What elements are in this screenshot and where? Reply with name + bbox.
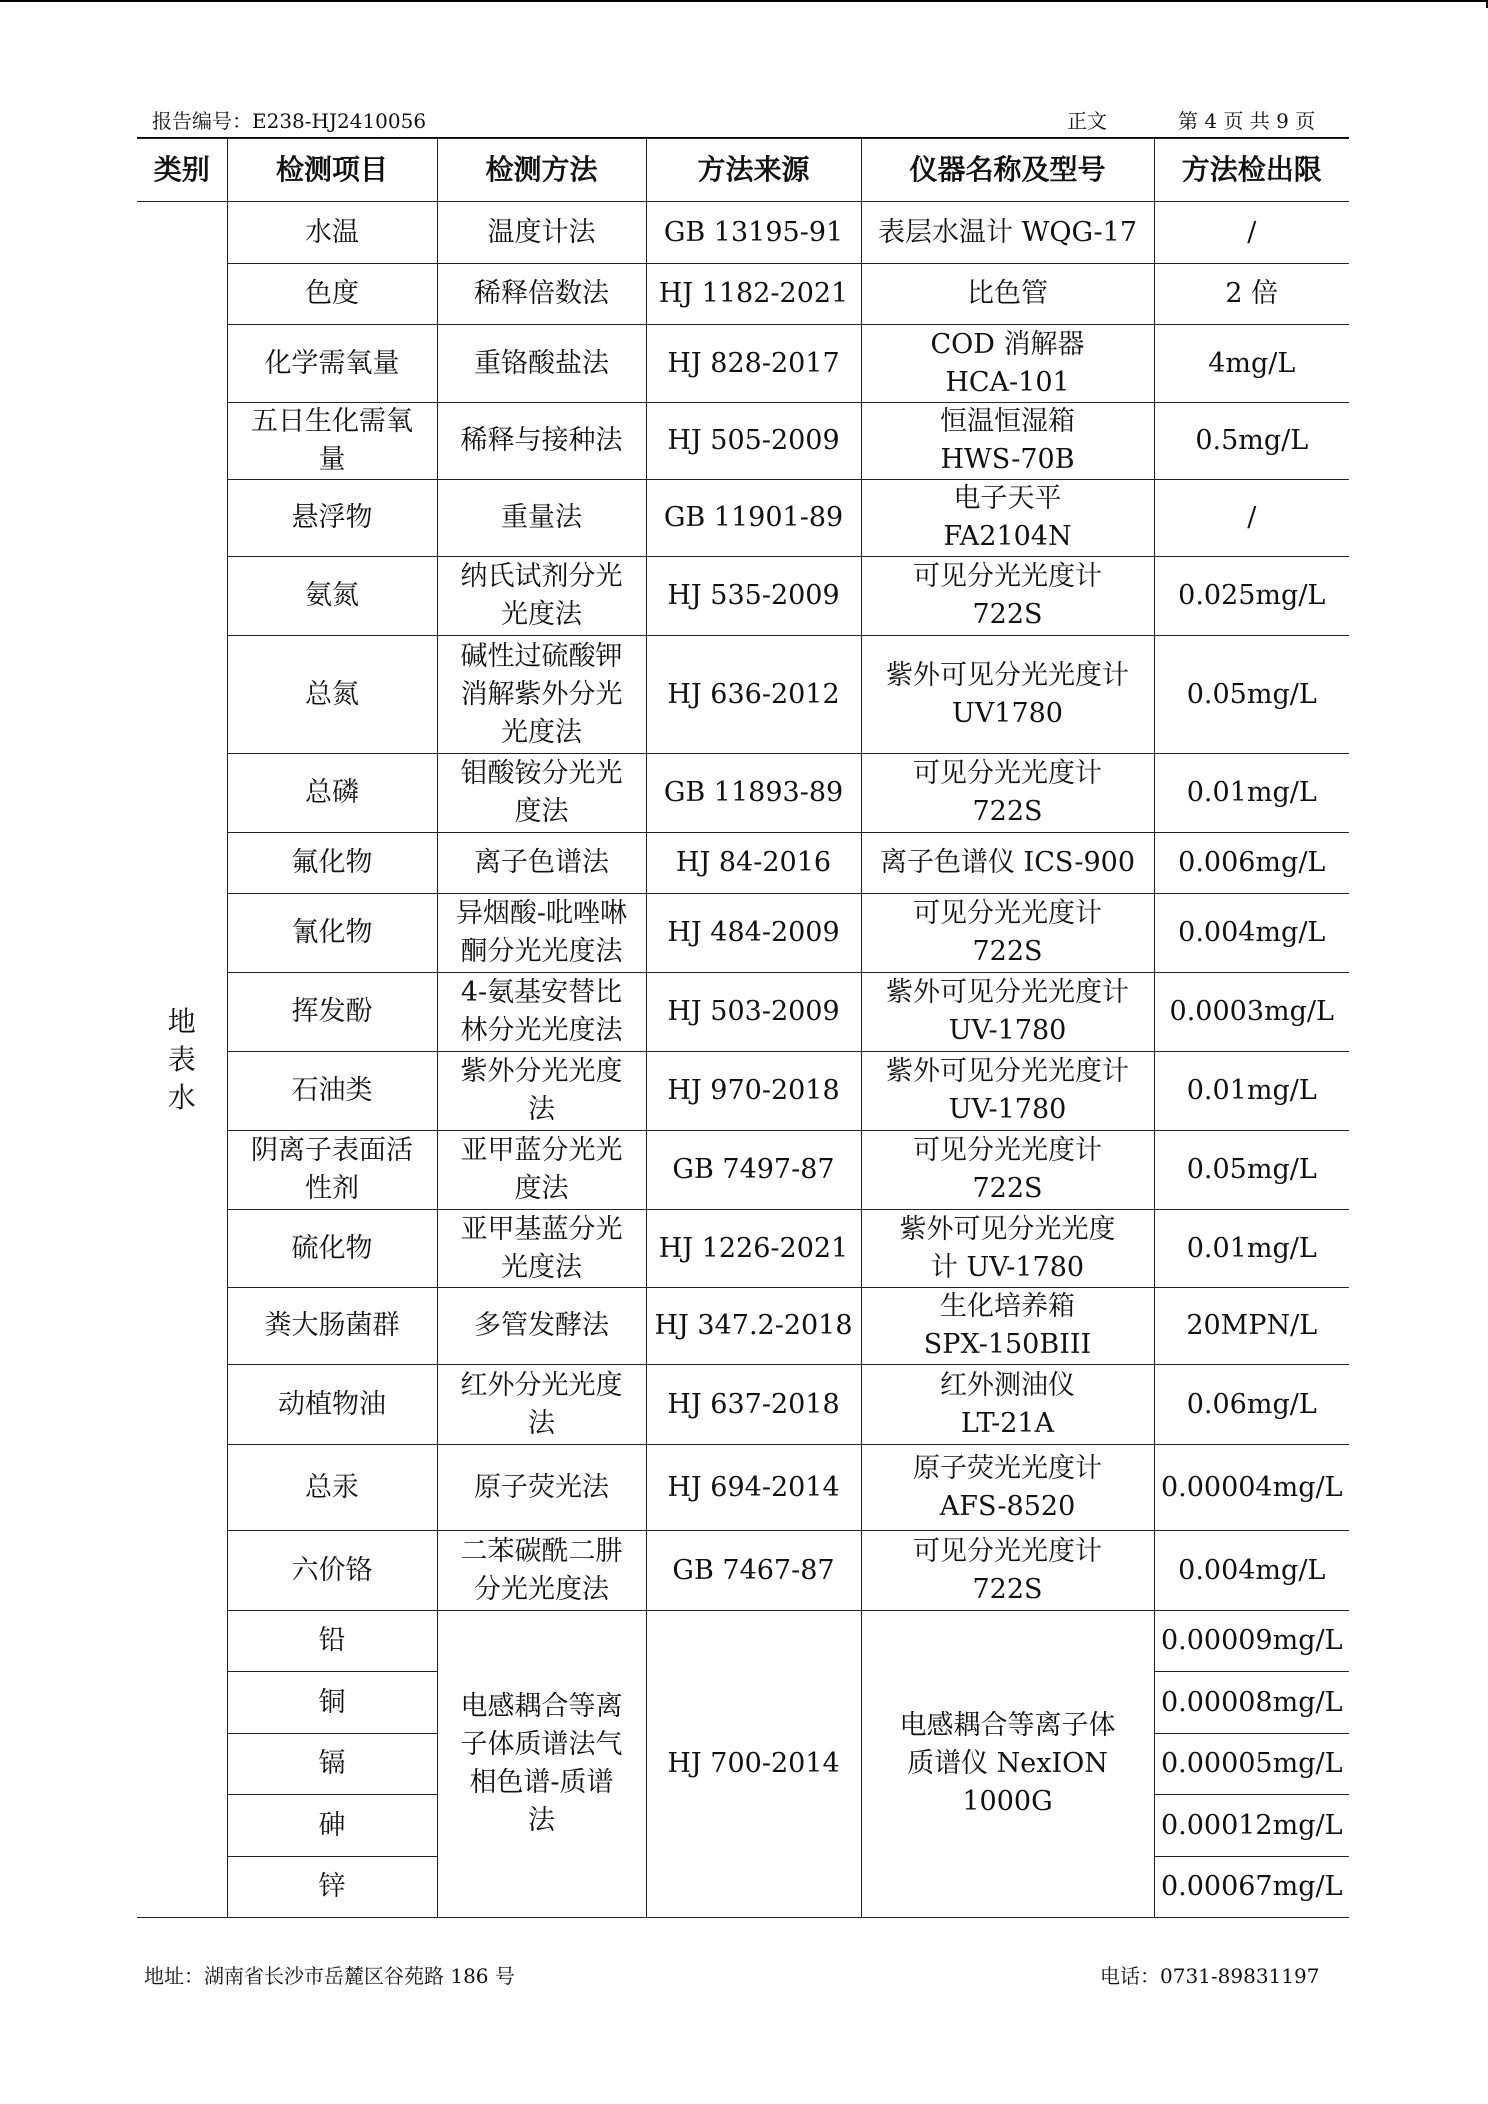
cell-instrument: 比色管 [861, 264, 1154, 325]
cell-method: 电感耦合等离 子体质谱法气 相色谱-质谱 法 [437, 1611, 646, 1918]
cell-source: HJ 535-2009 [646, 557, 861, 636]
cell-method: 离子色谱法 [437, 833, 646, 894]
table-row [137, 1445, 1349, 1531]
footer-address: 地址：湖南省长沙市岳麓区谷苑路 186 号 [144, 1964, 515, 1988]
table-row [137, 894, 1349, 973]
table-row [137, 754, 1349, 833]
cell-item: 阴离子表面活 性剂 [227, 1131, 437, 1210]
cell-instrument: 可见分光光度计 722S [861, 894, 1154, 973]
cell-instrument: 生化培养箱 SPX-150BIII [861, 1288, 1154, 1365]
cell-item: 挥发酚 [227, 973, 437, 1052]
cell-item: 化学需氧量 [227, 325, 437, 403]
cell-instrument: 电感耦合等离子体 质谱仪 NexION 1000G [861, 1611, 1154, 1918]
cell-source: HJ 636-2012 [646, 636, 861, 754]
cell-method: 原子荧光法 [437, 1445, 646, 1531]
cell-limit: 0.01mg/L [1154, 1052, 1349, 1131]
cell-method: 稀释与接种法 [437, 403, 646, 480]
cell-method: 钼酸铵分光光 度法 [437, 754, 646, 833]
cell-source: GB 11901-89 [646, 480, 861, 557]
cell-method: 纳氏试剂分光 光度法 [437, 557, 646, 636]
cell-instrument: 电子天平 FA2104N [861, 480, 1154, 557]
cell-method: 稀释倍数法 [437, 264, 646, 325]
column-header: 类别 [137, 139, 227, 202]
cell-instrument: 可见分光光度计 722S [861, 1531, 1154, 1611]
cell-limit: 0.00008mg/L [1154, 1672, 1349, 1734]
cell-source: GB 7497-87 [646, 1131, 861, 1210]
cell-source: GB 13195-91 [646, 202, 861, 264]
cell-item: 总磷 [227, 754, 437, 833]
cell-method: 紫外分光光度 法 [437, 1052, 646, 1131]
cell-item: 砷 [227, 1795, 437, 1857]
table-row [137, 1611, 1349, 1672]
cell-source: HJ 1226-2021 [646, 1210, 861, 1288]
cell-limit: 0.01mg/L [1154, 754, 1349, 833]
cell-limit: 0.004mg/L [1154, 1531, 1349, 1611]
cell-item: 动植物油 [227, 1365, 437, 1445]
cell-instrument: COD 消解器 HCA-101 [861, 325, 1154, 403]
cell-source: GB 7467-87 [646, 1531, 861, 1611]
category-cell: 地表水 [137, 202, 227, 1918]
cell-item: 水温 [227, 202, 437, 264]
cell-source: HJ 503-2009 [646, 973, 861, 1052]
page-top-border [0, 0, 1488, 2]
table-row [137, 1052, 1349, 1131]
cell-source: GB 11893-89 [646, 754, 861, 833]
cell-instrument: 紫外可见分光光度计 UV-1780 [861, 973, 1154, 1052]
cell-item: 氰化物 [227, 894, 437, 973]
column-header: 仪器名称及型号 [861, 139, 1154, 202]
cell-item: 硫化物 [227, 1210, 437, 1288]
cell-item: 铜 [227, 1672, 437, 1734]
table-row [137, 1531, 1349, 1611]
table-header-row [137, 139, 1349, 202]
cell-item: 石油类 [227, 1052, 437, 1131]
cell-instrument: 紫外可见分光光度 计 UV-1780 [861, 1210, 1154, 1288]
cell-item: 悬浮物 [227, 480, 437, 557]
cell-limit: / [1154, 202, 1349, 264]
cell-method: 温度计法 [437, 202, 646, 264]
cell-limit: 0.025mg/L [1154, 557, 1349, 636]
cell-source: HJ 347.2-2018 [646, 1288, 861, 1365]
cell-source: HJ 484-2009 [646, 894, 861, 973]
table-row [137, 973, 1349, 1052]
cell-method: 重量法 [437, 480, 646, 557]
cell-item: 氨氮 [227, 557, 437, 636]
cell-method: 红外分光光度 法 [437, 1365, 646, 1445]
cell-item: 六价铬 [227, 1531, 437, 1611]
column-header: 检测方法 [437, 139, 646, 202]
cell-limit: 0.06mg/L [1154, 1365, 1349, 1445]
cell-item: 氟化物 [227, 833, 437, 894]
cell-instrument: 离子色谱仪 ICS-900 [861, 833, 1154, 894]
cell-item: 总汞 [227, 1445, 437, 1531]
cell-limit: 0.00067mg/L [1154, 1857, 1349, 1918]
cell-limit: 0.00005mg/L [1154, 1734, 1349, 1795]
table-row [137, 636, 1349, 754]
cell-method: 二苯碳酰二肼 分光光度法 [437, 1531, 646, 1611]
cell-limit: 0.01mg/L [1154, 1210, 1349, 1288]
column-header: 检测项目 [227, 139, 437, 202]
report-number: 报告编号：E238-HJ2410056 [152, 109, 427, 133]
cell-instrument: 可见分光光度计 722S [861, 1131, 1154, 1210]
cell-item: 总氮 [227, 636, 437, 754]
cell-limit: 20MPN/L [1154, 1288, 1349, 1365]
cell-item: 镉 [227, 1734, 437, 1795]
table-row [137, 325, 1349, 403]
footer-phone: 电话：0731-89831197 [1100, 1964, 1320, 1988]
section-label: 正文 [1067, 109, 1107, 133]
cell-instrument: 恒温恒湿箱 HWS-70B [861, 403, 1154, 480]
cell-instrument: 红外测油仪 LT-21A [861, 1365, 1154, 1445]
cell-limit: 0.05mg/L [1154, 636, 1349, 754]
cell-instrument: 可见分光光度计 722S [861, 754, 1154, 833]
cell-instrument: 紫外可见分光光度计 UV-1780 [861, 1052, 1154, 1131]
cell-limit: 0.006mg/L [1154, 833, 1349, 894]
cell-source: HJ 970-2018 [646, 1052, 861, 1131]
cell-source: HJ 1182-2021 [646, 264, 861, 325]
table-row [137, 403, 1349, 480]
cell-instrument: 原子荧光光度计 AFS-8520 [861, 1445, 1154, 1531]
column-header: 方法来源 [646, 139, 861, 202]
cell-limit: 4mg/L [1154, 325, 1349, 403]
cell-item: 粪大肠菌群 [227, 1288, 437, 1365]
cell-item: 五日生化需氧 量 [227, 403, 437, 480]
page-indicator: 第 4 页 共 9 页 [1178, 109, 1316, 133]
table-row [137, 1365, 1349, 1445]
cell-limit: 0.004mg/L [1154, 894, 1349, 973]
cell-limit: 0.5mg/L [1154, 403, 1349, 480]
cell-item: 色度 [227, 264, 437, 325]
cell-method: 多管发酵法 [437, 1288, 646, 1365]
test-methods-table [137, 138, 1349, 1918]
table-row [137, 1288, 1349, 1365]
table-row [137, 202, 1349, 264]
cell-limit: 0.05mg/L [1154, 1131, 1349, 1210]
cell-limit: 0.00009mg/L [1154, 1611, 1349, 1672]
table-row [137, 557, 1349, 636]
cell-instrument: 可见分光光度计 722S [861, 557, 1154, 636]
cell-limit: 0.00012mg/L [1154, 1795, 1349, 1857]
cell-source: HJ 505-2009 [646, 403, 861, 480]
cell-limit: 0.00004mg/L [1154, 1445, 1349, 1531]
cell-item: 锌 [227, 1857, 437, 1918]
table-row [137, 1131, 1349, 1210]
cell-instrument: 表层水温计 WQG-17 [861, 202, 1154, 264]
table-row [137, 833, 1349, 894]
cell-source: HJ 700-2014 [646, 1611, 861, 1918]
cell-method: 异烟酸-吡唑啉 酮分光光度法 [437, 894, 646, 973]
cell-method: 4-氨基安替比 林分光光度法 [437, 973, 646, 1052]
table-row [137, 264, 1349, 325]
cell-limit: 0.0003mg/L [1154, 973, 1349, 1052]
cell-item: 铅 [227, 1611, 437, 1672]
cell-instrument: 紫外可见分光光度计 UV1780 [861, 636, 1154, 754]
cell-limit: / [1154, 480, 1349, 557]
cell-method: 碱性过硫酸钾 消解紫外分光 光度法 [437, 636, 646, 754]
cell-method: 重铬酸盐法 [437, 325, 646, 403]
table-row [137, 480, 1349, 557]
cell-method: 亚甲蓝分光光 度法 [437, 1131, 646, 1210]
cell-method: 亚甲基蓝分光 光度法 [437, 1210, 646, 1288]
column-header: 方法检出限 [1154, 139, 1349, 202]
cell-source: HJ 694-2014 [646, 1445, 861, 1531]
cell-source: HJ 637-2018 [646, 1365, 861, 1445]
table-row [137, 1210, 1349, 1288]
cell-limit: 2 倍 [1154, 264, 1349, 325]
cell-source: HJ 828-2017 [646, 325, 861, 403]
cell-source: HJ 84-2016 [646, 833, 861, 894]
